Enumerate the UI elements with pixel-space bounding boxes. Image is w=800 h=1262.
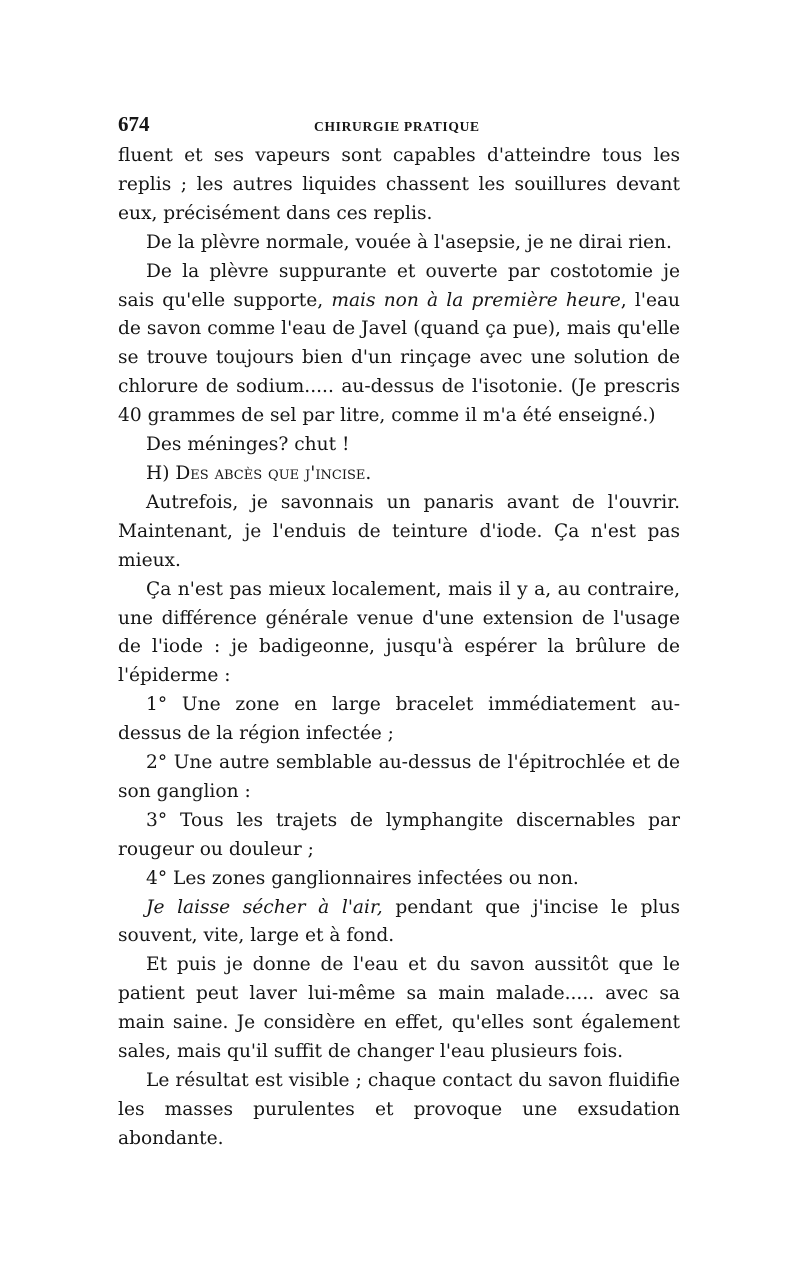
list-item-2: 2° Une autre semblable au-dessus de l'épitrochlée et de son ganglion :: [118, 752, 680, 802]
italic-phrase: mais non à la première heure: [331, 289, 621, 311]
book-page: [118, 112, 680, 1154]
body-text: [118, 142, 680, 1154]
text-run: De la plèvre suppurante et ouverte par costotomie je sais qu'elle supporte,: [118, 260, 680, 311]
paragraph-resultat: Le résultat est visible ; chaque contact du savon fluidifie les masses purulentes et provoque une exsudation abondante.: [118, 1070, 680, 1149]
text-run: pendant que j'incise le plus souvent, vite, large et à fond.: [118, 896, 680, 947]
section-heading: [118, 460, 680, 489]
text-run: , l'eau de savon comme l'eau de Javel (quand ça pue), mais qu'elle se trouve toujours bien d'un rinçage avec une solution de chlorure de sodium..... au-dessus de l'isotonie. (Je prescris 40 grammes de sel par litre, comme il m'a été enseigné.): [118, 289, 681, 427]
page-header: [118, 112, 680, 142]
paragraph-suppurating-pleura: [118, 258, 680, 431]
running-title: CHIRURGIE PRATIQUE: [314, 119, 480, 134]
paragraph-savon: Et puis je donne de l'eau et du savon aussitôt que le patient peut laver lui-même sa main malade..... avec sa main saine. Je considère en effet, qu'elles sont également sales, mais qu'il suffit de changer l'eau plusieurs fois.: [118, 954, 680, 1063]
paragraph-continued: fluent et ses vapeurs sont capables d'atteindre tous les replis ; les autres liquides chassent les souillures devant eux, précisément dans ces replis.: [118, 145, 680, 224]
page-number: 674: [118, 112, 150, 136]
paragraph-meninges: Des méninges? chut !: [146, 434, 350, 456]
list-item-4: 4° Les zones ganglionnaires infectées ou non.: [146, 867, 579, 889]
list-item-3: 3° Tous les trajets de lymphangite discernables par rougeur ou douleur ;: [118, 809, 680, 860]
paragraph-panaris: Autrefois, je savonnais un panaris avant de l'ouvrir. Maintenant, je l'enduis de teinture d'iode. Ça n'est pas mieux.: [118, 491, 680, 571]
paragraph-iode: Ça n'est pas mieux localement, mais il y a, au contraire, une différence générale venue d'une extension de l'usage de l'iode : je badigeonne, jusqu'à espérer la brûlure de l'épiderme :: [118, 578, 680, 687]
italic-phrase: Je laisse sécher à l'air,: [146, 896, 383, 918]
list-item-1: 1° Une zone en large bracelet immédiatement au-dessus de la région infectée ;: [118, 694, 680, 745]
section-letter: H): [146, 462, 176, 484]
paragraph-laisse-secher: [118, 894, 680, 952]
section-title: Des abcès que j'incise.: [175, 462, 372, 484]
paragraph-normal-pleura: De la plèvre normale, vouée à l'asepsie, je ne dirai rien.: [146, 231, 672, 253]
